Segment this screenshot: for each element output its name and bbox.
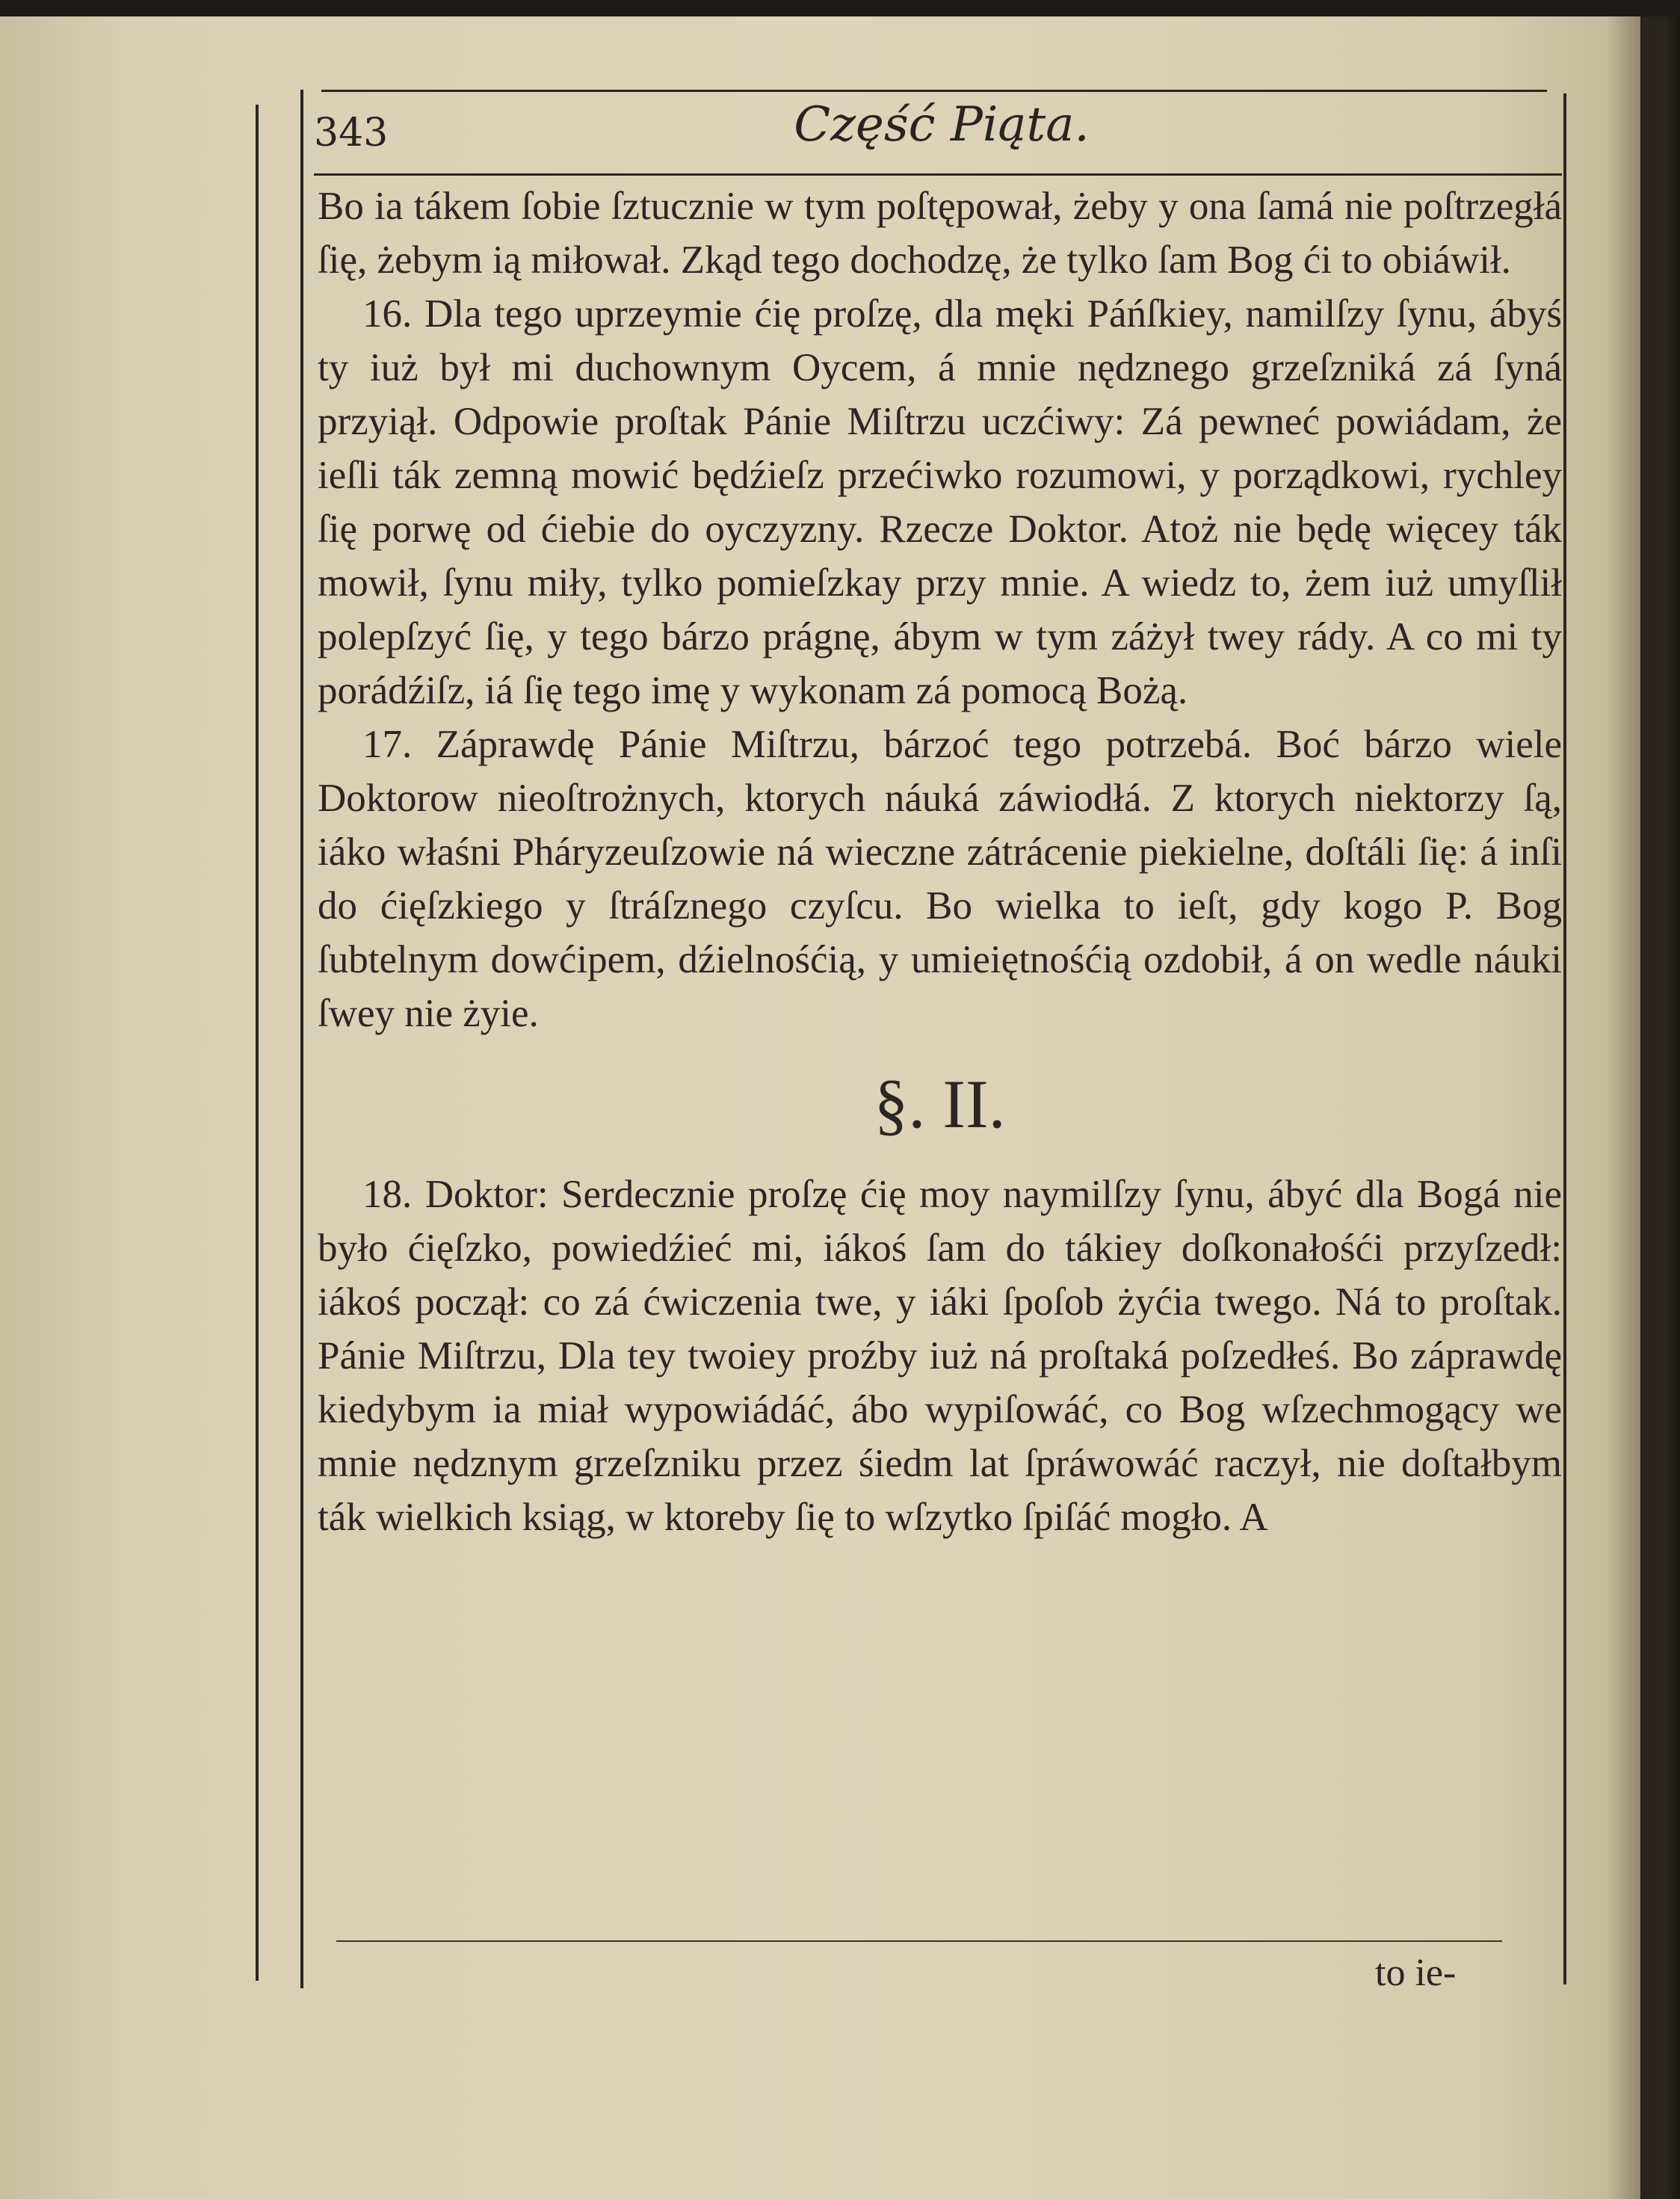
header-rule [314,173,1562,176]
margin-rule-top [321,90,1547,92]
paragraph-continuation: Bo ia tákem ſobie ſztucznie w tym poſtępował, żeby y ona ſamá nie poſtrzegłá ſię, żebym ią miłował. Zkąd tego dochodzę, że tylko ſam Bog ći to obiáwił. [318,185,1562,282]
margin-rule-left-outer [256,105,259,1981]
book-gutter [1607,16,1680,2199]
paragraph-16: 16. Dla tego uprzeymie ćię proſzę, dla męki Páńſkiey, namilſzy ſynu, ábyś ty iuż był mi duchownym Oycem, á mnie nędznego grzeſzniká zá ſyná przyiął. Odpowie proſtak Pánie Miſtrzu uczćiwy: Zá pewneć powiádam, że ieſli ták zemną mowić będźieſz przećiwko rozumowi, y porządkowi, rychley ſię porwę od ćiebie do oyczyzny. Rzecze Doktor. Atoż nie będę więcey ták mowił, ſynu miły, tylko pomieſzkay przy mnie. A wiedz to, żem iuż umyſlił polepſzyć ſię, y tego bárzo prágnę, ábym w tym záżył twey rády. A co mi ty porádźiſz, iá ſię tego imę y wykonam zá pomocą Bożą. [318,292,1562,712]
paragraph-18: 18. Doktor: Serdecznie proſzę ćię moy naymilſzy ſynu, ábyć dla Bogá nie było ćięſzko, powiedźieć mi, iákoś ſam do tákiey doſkonałośći przyſzedł: iákoś począł: co zá ćwiczenia twe, y iáki ſpoſob żyćia twego. Ná to proſtak. Pánie Miſtrzu, Dla tey twoiey proźby iuż ná proſtaká poſzedłeś. Bo záprawdę kiedybym ia miał wypowiádáć, ábo wypiſowáć, co Bog wſzechmogący we mnie nędznym grzeſzniku przez śiedm lat ſpráwowáć raczył, nie doſtałbym ták wielkich ksiąg, w ktoreby ſię to wſzytko ſpiſáć mogło. A [318,1173,1562,1539]
section-heading: §. II. [874,1066,1006,1142]
paragraph-17: 17. Záprawdę Pánie Miſtrzu, bárzoć tego potrzebá. Boć bárzo wiele Doktorow nieoſtrożnych, ktorych náuká záwiodłá. Z ktorych niektorzy ſą, iáko właśni Pháryzeuſzowie ná wieczne zátrácenie piekielne, doſtáli ſię: á inſi do ćięſzkiego y ſtráſznego czyſcu. Bo wielka to ieſt, gdy kogo P. Bog ſubtelnym dowćipem, dźielnośćią, y umieiętnośćią ozdobił, á on wedle náuki ſwey nie żyie. [318,723,1562,1035]
footer-rule [336,1940,1502,1942]
margin-rule-left-inner [300,90,303,1988]
catchword: to ie- [1375,1952,1457,1994]
page-body [318,179,1562,1544]
running-title: Część Piąta. [794,97,1090,152]
page-header [314,97,1569,172]
page-number: 343 [314,111,389,155]
margin-rule-right [1563,93,1566,1984]
